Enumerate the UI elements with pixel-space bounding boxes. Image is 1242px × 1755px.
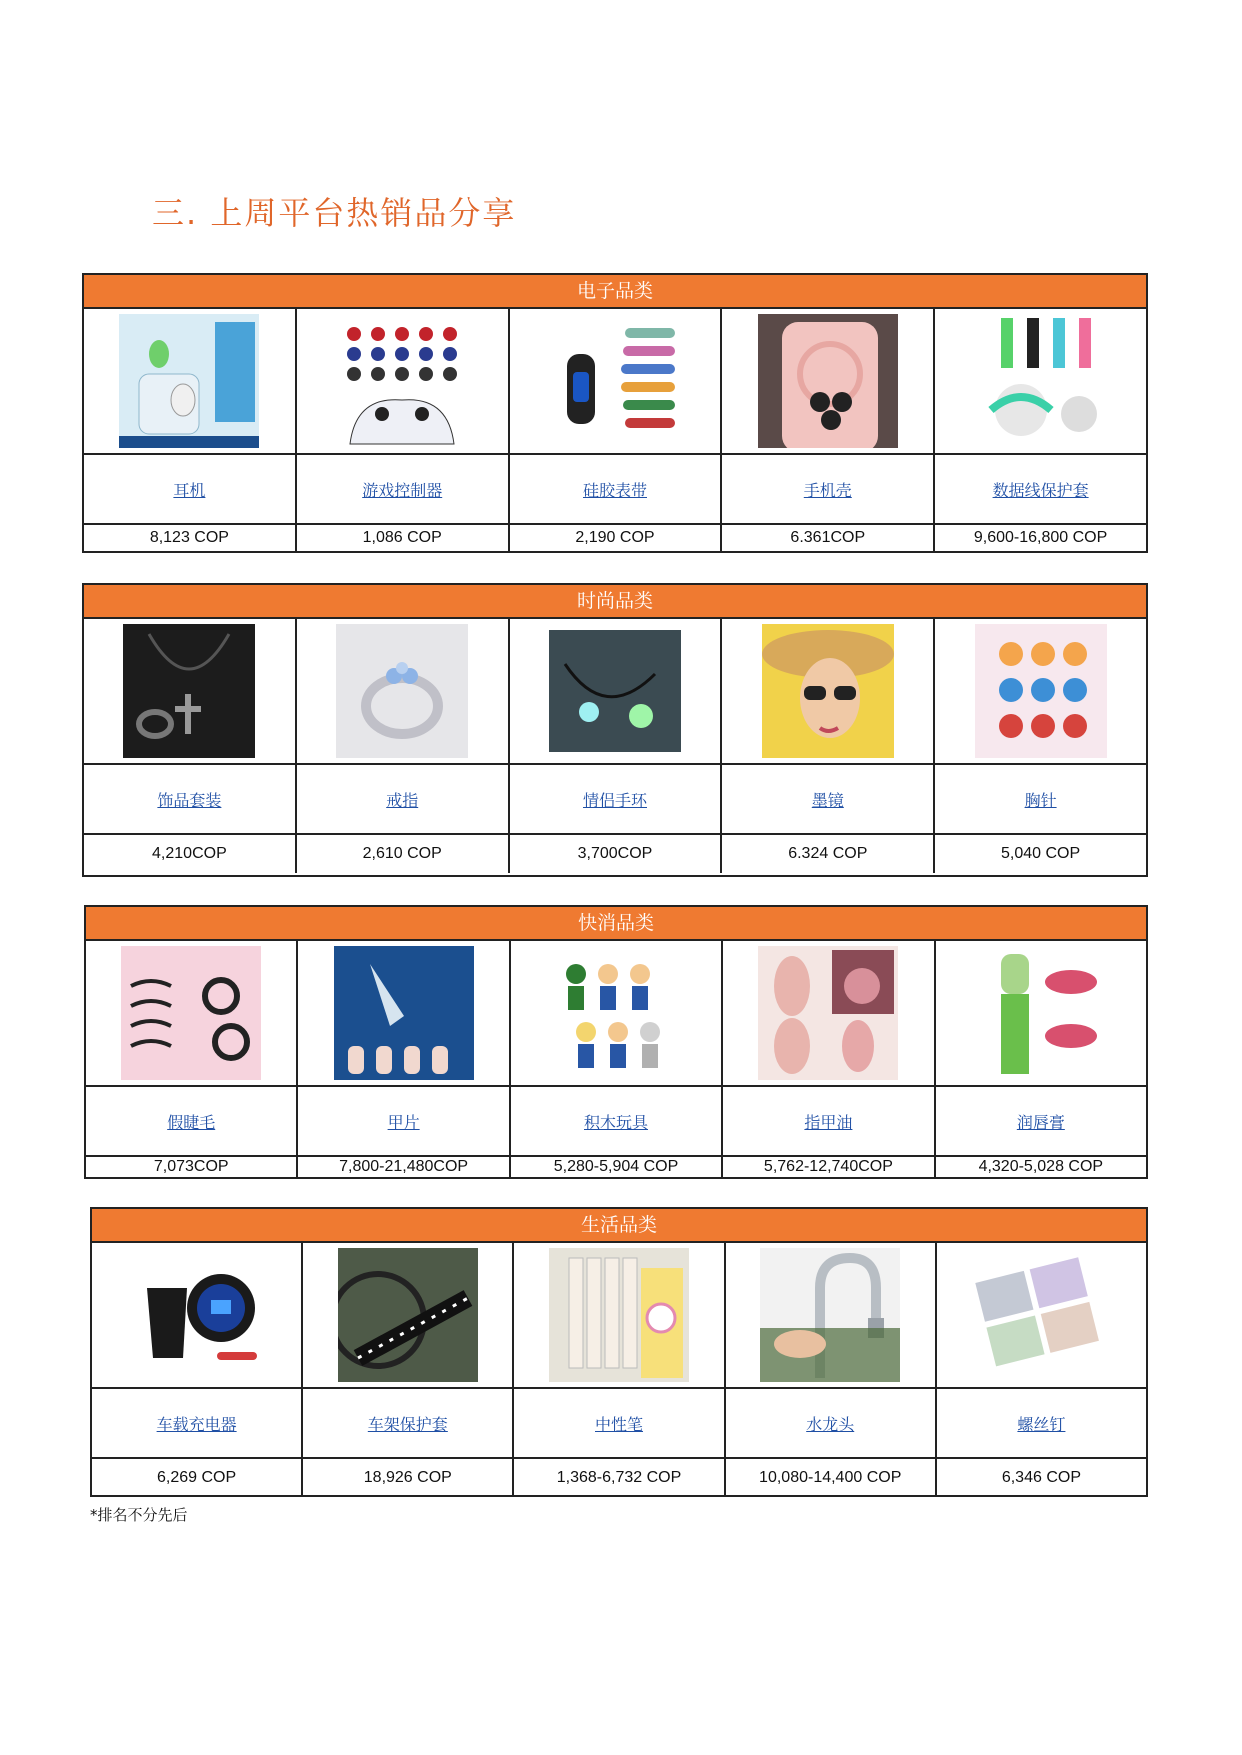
product-price: 9,600-16,800 COP bbox=[973, 529, 1108, 546]
product-link[interactable]: 积木玩具 bbox=[584, 1112, 649, 1132]
footnote: *排名不分先后 bbox=[90, 1506, 188, 1524]
earbuds-icon bbox=[119, 314, 259, 448]
table-header: 生活品类 bbox=[92, 1209, 1146, 1243]
gamepad-icon bbox=[332, 314, 472, 448]
product-image-cell bbox=[511, 941, 723, 1085]
product-image-cell bbox=[84, 619, 297, 763]
product-link[interactable]: 中性笔 bbox=[595, 1414, 644, 1434]
gel-pen-icon bbox=[549, 1248, 689, 1382]
product-table-electronics bbox=[82, 273, 1148, 553]
product-price: 1,086 COP bbox=[362, 529, 442, 546]
product-image-cell bbox=[935, 619, 1146, 763]
product-image-cell bbox=[936, 941, 1146, 1085]
product-image-cell bbox=[937, 1243, 1146, 1387]
cable-protector-icon bbox=[971, 314, 1111, 448]
product-link[interactable]: 硅胶表带 bbox=[582, 480, 647, 500]
product-link[interactable]: 螺丝钉 bbox=[1017, 1414, 1066, 1434]
product-image-cell bbox=[722, 619, 935, 763]
product-link[interactable]: 耳机 bbox=[173, 480, 206, 500]
eyelashes-icon bbox=[121, 946, 261, 1080]
product-price: 2,190 COP bbox=[575, 529, 655, 546]
product-link[interactable]: 戒指 bbox=[386, 790, 419, 810]
ring-icon bbox=[332, 624, 472, 758]
product-price: 7,073COP bbox=[153, 1158, 229, 1175]
product-link[interactable]: 润唇膏 bbox=[1016, 1112, 1065, 1132]
product-link[interactable]: 假睫毛 bbox=[167, 1112, 216, 1132]
product-price: 4,320-5,028 COP bbox=[978, 1158, 1104, 1175]
product-price: 4,210COP bbox=[152, 845, 227, 862]
bracelet-icon bbox=[545, 624, 685, 758]
product-image-cell bbox=[297, 619, 510, 763]
table-header: 快消品类 bbox=[86, 907, 1146, 941]
product-link[interactable]: 指甲油 bbox=[804, 1112, 853, 1132]
table-header: 电子品类 bbox=[84, 275, 1146, 309]
product-image-cell bbox=[514, 1243, 725, 1387]
product-link[interactable]: 手机壳 bbox=[803, 480, 852, 500]
product-link[interactable]: 甲片 bbox=[387, 1112, 420, 1132]
bike-frame-guard-icon bbox=[338, 1248, 478, 1382]
jewelry-set-icon bbox=[119, 624, 259, 758]
screws-icon bbox=[971, 1248, 1111, 1382]
product-price: 2,610 COP bbox=[362, 845, 442, 862]
product-image-cell bbox=[726, 1243, 937, 1387]
product-image-cell bbox=[723, 941, 935, 1085]
product-price: 6,269 COP bbox=[157, 1469, 237, 1486]
nail-polish-icon bbox=[758, 946, 898, 1080]
product-link[interactable]: 饰品套装 bbox=[157, 790, 222, 810]
faucet-icon bbox=[760, 1248, 900, 1382]
product-table-fashion bbox=[82, 583, 1148, 877]
product-price: 1,368-6,732 COP bbox=[556, 1469, 682, 1486]
product-price: 8,123 COP bbox=[149, 529, 229, 546]
sunglasses-icon bbox=[758, 624, 898, 758]
product-image-cell bbox=[722, 309, 935, 453]
product-link[interactable]: 游戏控制器 bbox=[362, 480, 443, 500]
product-image-cell bbox=[84, 309, 297, 453]
product-price: 5,280-5,904 COP bbox=[553, 1158, 679, 1175]
product-price: 3,700COP bbox=[577, 845, 653, 862]
product-price: 5,762-12,740COP bbox=[763, 1158, 893, 1175]
watch-strap-icon bbox=[545, 314, 685, 448]
product-link[interactable]: 数据线保护套 bbox=[992, 480, 1089, 500]
building-blocks-icon bbox=[546, 946, 686, 1080]
product-price: 6.361COP bbox=[790, 529, 866, 546]
product-image-cell bbox=[510, 309, 723, 453]
product-price: 5,040 COP bbox=[1001, 845, 1081, 862]
page-title: 三. 上周平台热销品分享 bbox=[152, 194, 517, 232]
product-price: 7,800-21,480COP bbox=[339, 1158, 469, 1175]
car-charger-icon bbox=[127, 1248, 267, 1382]
product-price: 10,080-14,400 COP bbox=[759, 1469, 902, 1486]
nail-tips-icon bbox=[334, 946, 474, 1080]
product-link[interactable]: 墨镜 bbox=[811, 790, 844, 810]
product-image-cell bbox=[298, 941, 510, 1085]
brooch-icon bbox=[971, 624, 1111, 758]
product-link[interactable]: 车架保护套 bbox=[367, 1414, 448, 1434]
product-image-cell bbox=[510, 619, 723, 763]
product-table-fmcg bbox=[84, 905, 1148, 1179]
table-header: 时尚品类 bbox=[84, 585, 1146, 619]
product-image-cell bbox=[86, 941, 298, 1085]
product-image-cell bbox=[935, 309, 1146, 453]
product-link[interactable]: 情侣手环 bbox=[582, 790, 647, 810]
product-link[interactable]: 胸针 bbox=[1024, 790, 1057, 810]
product-image-cell bbox=[92, 1243, 303, 1387]
product-link[interactable]: 车载充电器 bbox=[156, 1414, 237, 1434]
lip-balm-icon bbox=[971, 946, 1111, 1080]
product-price: 6,346 COP bbox=[1001, 1469, 1081, 1486]
product-link[interactable]: 水龙头 bbox=[806, 1414, 855, 1434]
product-price: 6.324 COP bbox=[788, 845, 868, 862]
product-image-cell bbox=[297, 309, 510, 453]
product-image-cell bbox=[303, 1243, 514, 1387]
product-table-lifestyle bbox=[90, 1207, 1148, 1497]
product-price: 18,926 COP bbox=[363, 1469, 452, 1486]
phone-case-icon bbox=[758, 314, 898, 448]
